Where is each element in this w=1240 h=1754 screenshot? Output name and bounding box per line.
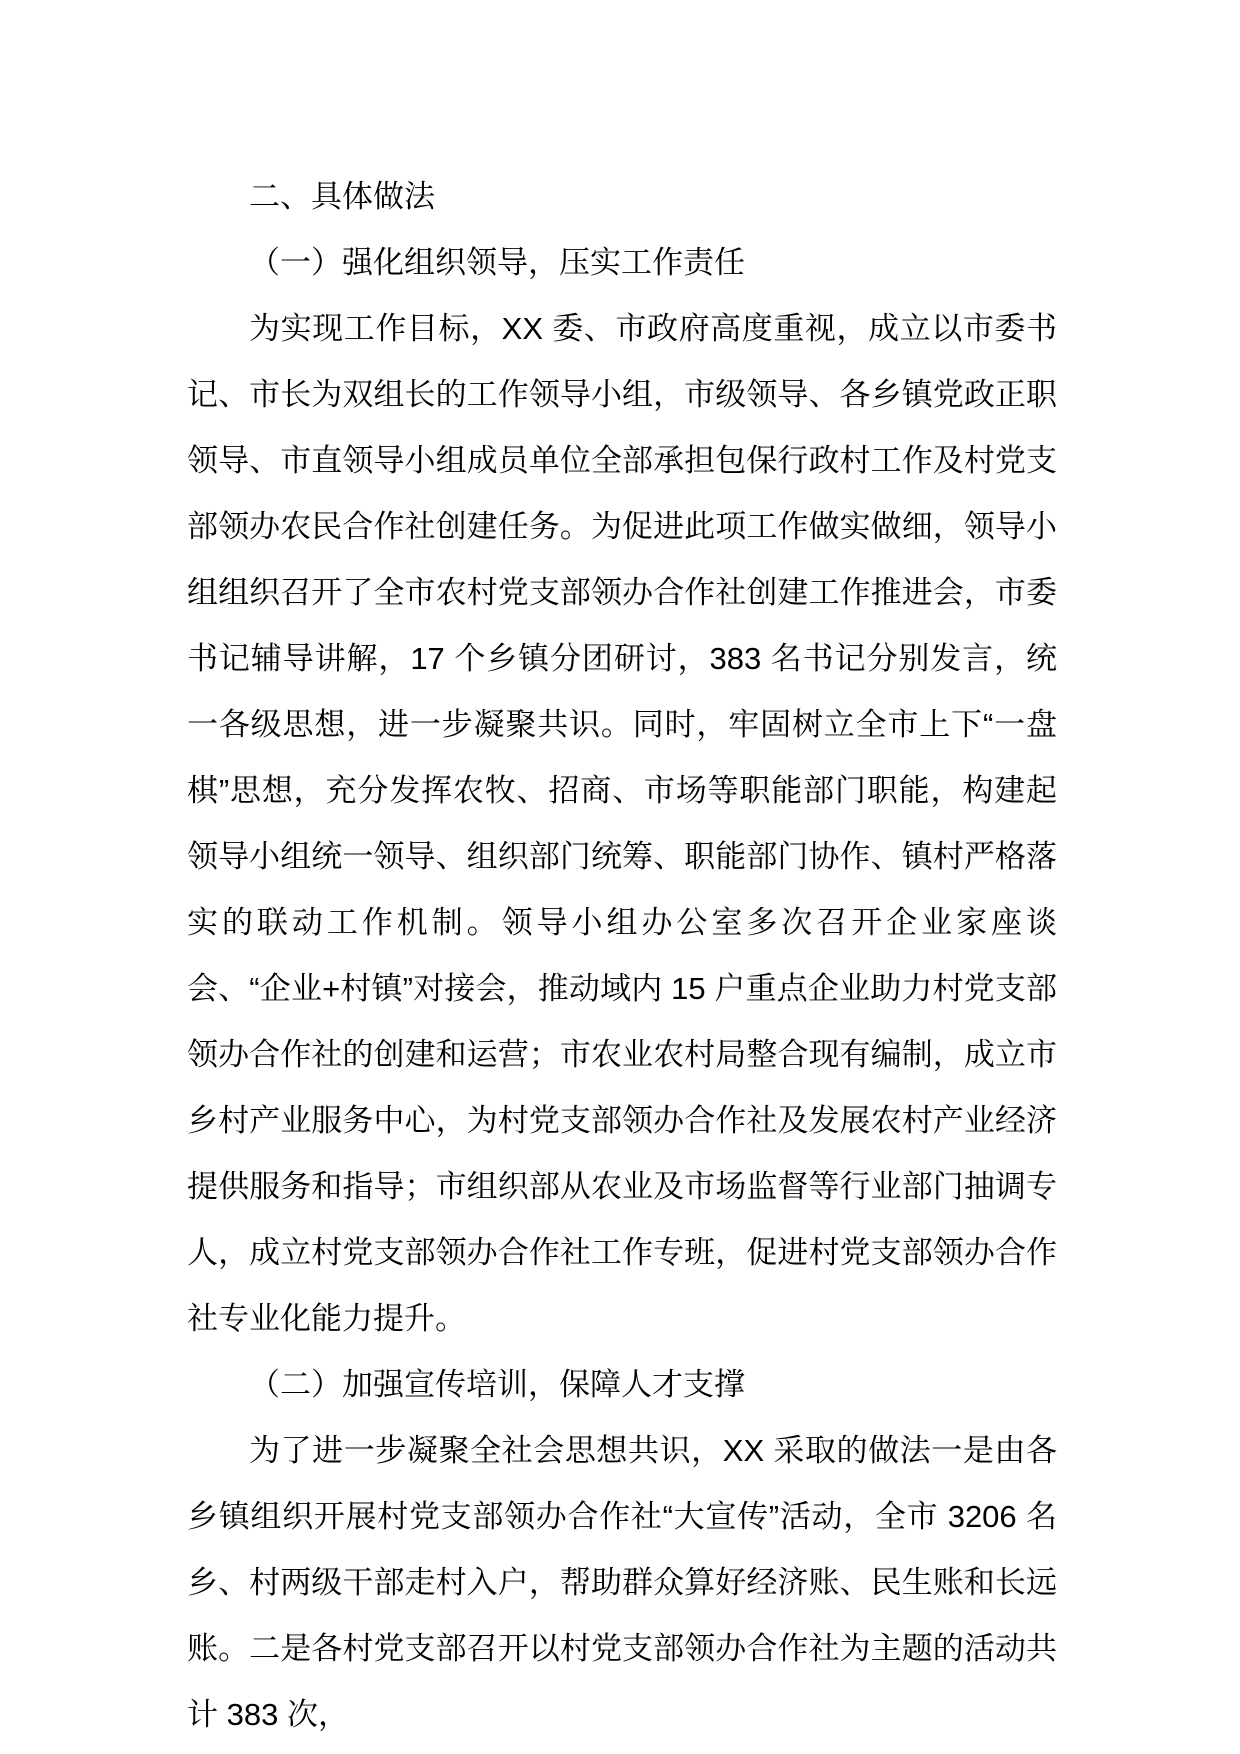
section-heading: 二、具体做法	[249, 179, 435, 214]
body-paragraph: 为了进一步凝聚全社会思想共识，XX 采取的做法一是由各乡镇组织开展村党支部领办合作社“大宣传”活动，全市 3206 名乡、村两级干部走村入户，帮助群众算好经济账、民生账和长远账。二是各村党支部召开以村党支部领办合作社为主题的活动共计 383 次，	[187, 1433, 1057, 1732]
section-heading: （一）强化组织领导，压实工作责任	[249, 245, 745, 280]
document-body	[187, 164, 1057, 1748]
section-heading: （二）加强宣传培训，保障人才支撑	[249, 1367, 745, 1402]
body-paragraph: 为实现工作目标，XX 委、市政府高度重视，成立以市委书记、市长为双组长的工作领导小组，市级领导、各乡镇党政正职领导、市直领导小组成员单位全部承担包保行政村工作及村党支部领办农民合作社创建任务。为促进此项工作做实做细，领导小组组织召开了全市农村党支部领办合作社创建工作推进会，市委书记辅导讲解，17 个乡镇分团研讨，383 名书记分别发言，统一各级思想，进一步凝聚共识。同时，牢固树立全市上下“一盘棋”思想，充分发挥农牧、招商、市场等职能部门职能，构建起领导小组统一领导、组织部门统筹、职能部门协作、镇村严格落实的联动工作机制。领导小组办公室多次召开企业家座谈会、“企业+村镇”对接会，推动域内 15 户重点企业助力村党支部领办合作社的创建和运营；市农业农村局整合现有编制，成立市乡村产业服务中心，为村党支部领办合作社及发展农村产业经济提供服务和指导；市组织部从农业及市场监督等行业部门抽调专人，成立村党支部领办合作社工作专班，促进村党支部领办合作社专业化能力提升。	[187, 311, 1057, 1336]
